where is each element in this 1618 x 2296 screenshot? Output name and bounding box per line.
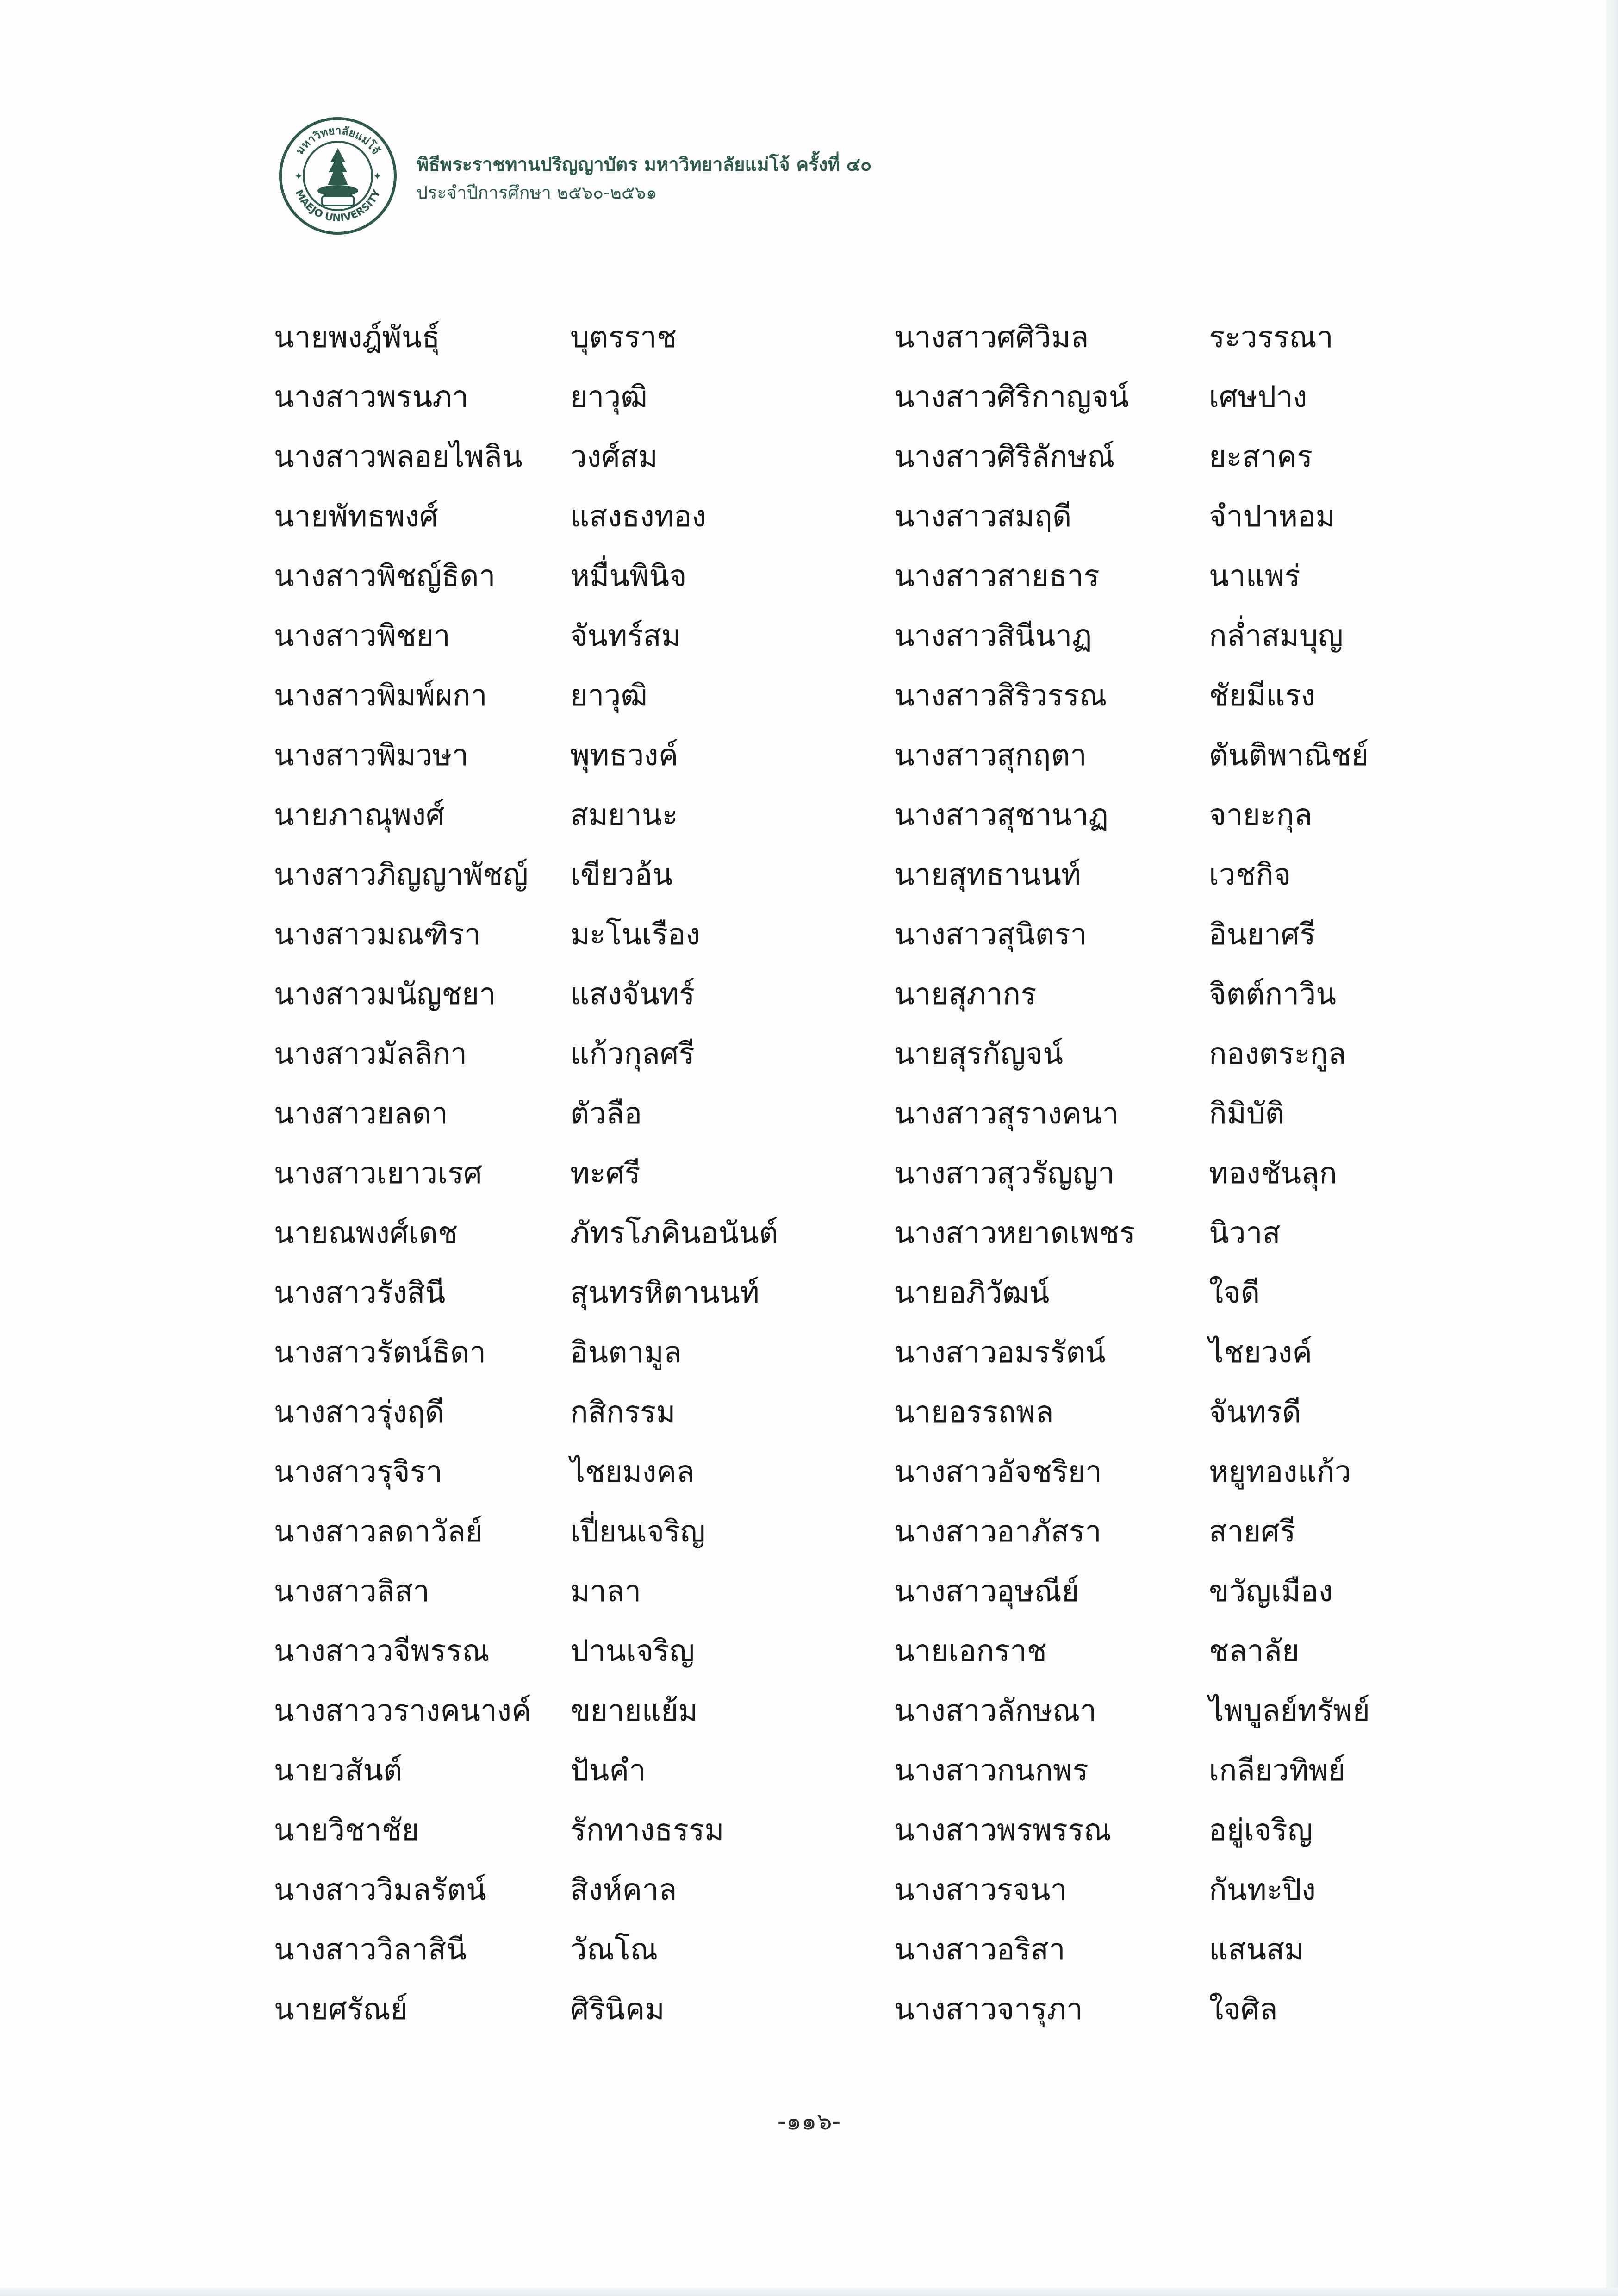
given-name-right: นางสาวอมรรัตน์	[894, 1335, 1106, 1370]
surname-right: ชลาลัย	[1209, 1634, 1300, 1668]
surname-right: เศษปาง	[1209, 380, 1307, 414]
surname-left: สมยานะ	[570, 798, 678, 832]
surname-left: ปันคำ	[570, 1753, 646, 1788]
given-name-left: นางสาววรางคนางค์	[274, 1694, 531, 1728]
given-name-right: นางสาวอัจชริยา	[894, 1455, 1102, 1489]
name-row	[274, 1024, 1408, 1084]
name-row	[274, 666, 1408, 726]
given-name-right: นายสุรกัญจน์	[894, 1037, 1064, 1071]
given-name-right: นางสาวจารุภา	[894, 1992, 1083, 2027]
surname-right: ใจศิล	[1209, 1992, 1278, 2027]
surname-right: จายะกุล	[1209, 798, 1313, 832]
surname-left: มะโนเรือง	[570, 917, 700, 952]
surname-left: ยาวุฒิ	[570, 380, 648, 414]
surname-right: ตันติพาณิชย์	[1209, 738, 1369, 773]
given-name-left: นายวสันต์	[274, 1753, 403, 1788]
given-name-left: นายพงฎ์พันธุ์	[274, 320, 440, 355]
surname-right: อินยาศรี	[1209, 917, 1316, 952]
surname-left: วงศ์สม	[570, 440, 658, 474]
given-name-left: นางสาวยลดา	[274, 1097, 448, 1131]
given-name-right: นางสาวกนกพร	[894, 1753, 1089, 1788]
surname-left: หมื่นพินิจ	[570, 559, 687, 593]
given-name-right: นางสาวอริสา	[894, 1933, 1065, 1967]
name-row	[274, 1920, 1408, 1980]
name-row	[274, 965, 1408, 1024]
name-row	[274, 1741, 1408, 1801]
name-row	[274, 845, 1408, 905]
given-name-right: นางสาวอุษณีย์	[894, 1574, 1079, 1609]
given-name-left: นางสาวรังสินี	[274, 1276, 446, 1310]
given-name-left: นางสาวพิชญ์ธิดา	[274, 559, 496, 593]
given-name-right: นายอภิวัฒน์	[894, 1276, 1050, 1310]
given-name-right: นางสาวศิริกาญจน์	[894, 380, 1129, 414]
given-name-left: นางสาวพลอยไพลิน	[274, 440, 523, 474]
surname-left: จันทร์สม	[570, 619, 681, 653]
surname-right: ชัยมีแรง	[1209, 679, 1315, 713]
given-name-left: นางสาวมนัญชยา	[274, 977, 496, 1011]
name-row	[274, 1860, 1408, 1920]
surname-right: อยู่เจริญ	[1209, 1813, 1313, 1847]
name-row	[274, 1562, 1408, 1622]
given-name-left: นางสาวรัตน์ธิดา	[274, 1335, 486, 1370]
given-name-left: นางสาวรุจิรา	[274, 1455, 443, 1489]
surname-left: ยาวุฒิ	[570, 679, 648, 713]
name-row	[274, 427, 1408, 487]
surname-left: แก้วกุลศรี	[570, 1037, 695, 1071]
surname-left: เขียวอ้น	[570, 858, 673, 892]
surname-right: ทองชันลุก	[1209, 1156, 1338, 1191]
page-header	[278, 116, 1296, 236]
given-name-right: นางสาวสุชานาฏ	[894, 798, 1108, 832]
given-name-right: นายสุทธานนท์	[894, 858, 1081, 892]
svg-text:✦: ✦	[373, 171, 382, 182]
given-name-left: นายศรัณย์	[274, 1992, 408, 2027]
given-name-right: นายสุภากร	[894, 977, 1037, 1011]
given-name-right: นางสาวสุรางคนา	[894, 1097, 1119, 1131]
surname-right: จันทรดี	[1209, 1395, 1301, 1429]
svg-text:✦: ✦	[294, 171, 303, 182]
surname-left: รักทางธรรม	[570, 1813, 724, 1847]
name-row	[274, 1263, 1408, 1323]
surname-right: หยูทองแก้ว	[1209, 1455, 1351, 1489]
university-seal-logo	[278, 116, 398, 236]
surname-right: กิมิบัติ	[1209, 1097, 1285, 1131]
given-name-left: นางสาวพรนภา	[274, 380, 469, 414]
given-name-right: นางสาวสมฤดี	[894, 499, 1072, 534]
given-name-right: นางสาวลักษณา	[894, 1694, 1097, 1728]
given-name-right: นางสาวอาภัสรา	[894, 1515, 1101, 1549]
surname-left: แสงจันทร์	[570, 977, 695, 1011]
name-row	[274, 606, 1408, 666]
given-name-right: นางสาวสิริวรรณ	[894, 679, 1107, 713]
academic-year: ประจำปีการศึกษา ๒๕๖๐-๒๕๖๑	[417, 182, 657, 203]
graduate-name-table	[274, 308, 1408, 2040]
given-name-right: นายเอกราช	[894, 1634, 1047, 1668]
surname-right: นิวาส	[1209, 1216, 1281, 1250]
given-name-right: นางสาวพรพรรณ	[894, 1813, 1111, 1847]
given-name-left: นายพัทธพงศ์	[274, 499, 438, 534]
given-name-left: นางสาววจีพรรณ	[274, 1634, 490, 1668]
surname-left: แสงธงทอง	[570, 499, 706, 534]
name-row	[274, 1084, 1408, 1144]
surname-left: ไชยมงคล	[570, 1455, 695, 1489]
name-row	[274, 1980, 1408, 2040]
given-name-left: นายวิชาชัย	[274, 1813, 419, 1847]
svg-text:MAEJO UNIVERSITY: MAEJO UNIVERSITY	[292, 188, 383, 225]
surname-right: ขวัญเมือง	[1209, 1574, 1333, 1609]
name-row	[274, 905, 1408, 965]
surname-left: สุนทรหิตานนท์	[570, 1276, 759, 1310]
given-name-left: นางสาวภิญญาพัชญ์	[274, 858, 529, 892]
given-name-left: นางสาววิลาสินี	[274, 1933, 467, 1967]
given-name-right: นางสาวรจนา	[894, 1873, 1067, 1907]
name-row	[274, 786, 1408, 845]
given-name-right: นางสาวสินีนาฏ	[894, 619, 1092, 653]
given-name-left: นายณพงศ์เดช	[274, 1216, 458, 1250]
surname-left: สิงห์คาล	[570, 1873, 677, 1907]
name-row	[274, 1204, 1408, 1263]
given-name-right: นายอรรถพล	[894, 1395, 1054, 1429]
name-row	[274, 1681, 1408, 1741]
page-edge-bottom	[0, 2288, 1618, 2296]
name-row	[274, 1622, 1408, 1681]
surname-right: สายศรี	[1209, 1515, 1296, 1549]
name-row	[274, 1323, 1408, 1383]
given-name-left: นางสาวพิมพ์ผกา	[274, 679, 487, 713]
surname-right: นาแพร่	[1209, 559, 1301, 593]
given-name-right: นางสาวสุวรัญญา	[894, 1156, 1115, 1191]
surname-left: อินตามูล	[570, 1335, 682, 1370]
ceremony-title: พิธีพระราชทานปริญญาบัตร มหาวิทยาลัยแม่โจ้ ครั้งที่ ๔๐	[417, 154, 872, 175]
name-row	[274, 1801, 1408, 1860]
surname-left: ตัวลือ	[570, 1097, 642, 1131]
surname-right: เกลียวทิพย์	[1209, 1753, 1346, 1788]
name-row	[274, 368, 1408, 427]
name-row	[274, 1442, 1408, 1502]
surname-right: ใจดี	[1209, 1276, 1260, 1310]
given-name-right: นางสาวศิริลักษณ์	[894, 440, 1115, 474]
surname-left: เปี่ยนเจริญ	[570, 1515, 706, 1549]
page-number: -๑๑๖-	[777, 2108, 841, 2135]
name-row	[274, 1502, 1408, 1562]
surname-right: แสนสม	[1209, 1933, 1304, 1967]
surname-right: จิตต์กาวิน	[1209, 977, 1336, 1011]
given-name-left: นางสาวลิสา	[274, 1574, 430, 1609]
surname-left: ภัทรโภคินอนันต์	[570, 1216, 778, 1250]
given-name-left: นางสาวลดาวัลย์	[274, 1515, 483, 1549]
given-name-right: นางสาวสุนิตรา	[894, 917, 1087, 952]
given-name-left: นางสาวเยาวเรศ	[274, 1156, 482, 1191]
surname-right: ไชยวงค์	[1209, 1335, 1313, 1370]
given-name-left: นางสาวพิมวษา	[274, 738, 469, 773]
svg-text:มหาวิทยาลัยแม่โจ้: มหาวิทยาลัยแม่โจ้	[293, 124, 383, 157]
surname-left: ขยายแย้ม	[570, 1694, 698, 1728]
surname-left: บุตรราช	[570, 320, 677, 355]
surname-right: เวชกิจ	[1209, 858, 1291, 892]
surname-right: จำปาหอม	[1209, 499, 1335, 534]
given-name-left: นายภาณุพงศ์	[274, 798, 445, 832]
name-row	[274, 308, 1408, 368]
header-text-block	[417, 152, 871, 206]
given-name-left: นางสาวพิชยา	[274, 619, 450, 653]
name-row	[274, 726, 1408, 786]
name-row	[274, 1144, 1408, 1204]
surname-right: ระวรรณา	[1209, 320, 1333, 355]
surname-right: กองตระกูล	[1209, 1037, 1346, 1071]
surname-right: กล่ำสมบุญ	[1209, 619, 1344, 653]
surname-left: มาลา	[570, 1574, 641, 1609]
given-name-right: นางสาวศศิวิมล	[894, 320, 1089, 355]
given-name-left: นางสาววิมลรัตน์	[274, 1873, 486, 1907]
surname-left: พุทธวงค์	[570, 738, 678, 773]
surname-right: ไพบูลย์ทรัพย์	[1209, 1694, 1370, 1728]
surname-left: กสิกรรม	[570, 1395, 676, 1429]
name-row	[274, 547, 1408, 606]
given-name-right: นางสาวสายธาร	[894, 559, 1100, 593]
given-name-left: นางสาวมัลลิกา	[274, 1037, 467, 1071]
surname-right: ยะสาคร	[1209, 440, 1313, 474]
surname-left: ศิรินิคม	[570, 1992, 665, 2027]
surname-right: กันทะปิง	[1209, 1873, 1316, 1907]
given-name-left: นางสาวรุ่งฤดี	[274, 1395, 444, 1429]
given-name-right: นางสาวสุกฤตา	[894, 738, 1087, 773]
given-name-left: นางสาวมณฑิรา	[274, 917, 481, 952]
surname-left: ปานเจริญ	[570, 1634, 695, 1668]
surname-left: วัณโณ	[570, 1933, 658, 1967]
given-name-right: นางสาวหยาดเพชร	[894, 1216, 1135, 1250]
page-edge-right	[1606, 0, 1618, 2296]
surname-left: ทะศรี	[570, 1156, 641, 1191]
name-row	[274, 487, 1408, 547]
name-row	[274, 1383, 1408, 1442]
